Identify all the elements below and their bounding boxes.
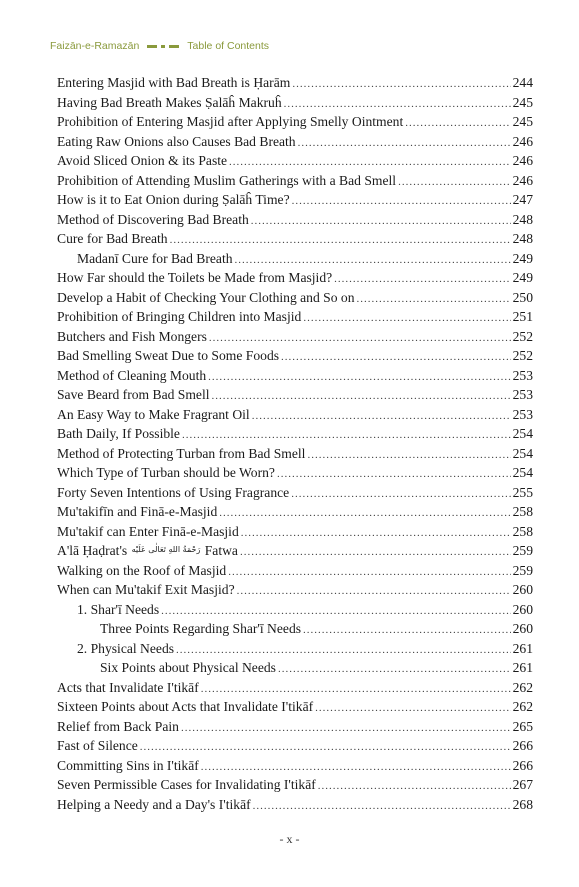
dot-leader (240, 546, 511, 558)
toc-entry-page: 245 (512, 114, 533, 129)
toc-entry-page: 254 (512, 445, 533, 461)
dot-leader (334, 273, 510, 285)
toc-entry[interactable] (57, 563, 533, 583)
toc-entry-page: 258 (512, 523, 533, 539)
dot-leader (237, 585, 511, 597)
dot-leader (292, 78, 510, 90)
dot-leader (398, 176, 511, 188)
toc-entry-title: Six Points about Physical Needs (100, 660, 276, 675)
toc-entry-page: 247 (512, 192, 533, 207)
toc-entry-title: Butchers and Fish Mongers (57, 328, 207, 344)
toc-entry[interactable] (57, 543, 533, 563)
toc-entry-page: 246 (512, 133, 533, 149)
toc-entry-page: 250 (512, 289, 533, 305)
dot-leader (253, 800, 511, 812)
toc-entry-title: Forty Seven Intentions of Using Fragrance (57, 484, 290, 500)
dot-leader (241, 527, 511, 539)
toc-entry-page: 249 (512, 250, 533, 266)
toc-entry-title: Sixteen Points about Acts that Invalidate I'tikāf (57, 699, 314, 714)
dot-leader (315, 702, 510, 714)
toc-entry-page: 267 (512, 777, 533, 792)
toc-entry[interactable] (57, 309, 533, 329)
toc-entry-title: A'lā Ḥaḍrat's $^{رَحْمَةُ اللهِ تَعَالٰی عَلَیْه}$ Fatwa (57, 543, 238, 558)
toc-entry[interactable] (57, 231, 533, 251)
toc-entry-title: Method of Cleaning Mouth (57, 367, 207, 383)
toc-entry-title: 1. Shar'ī Needs (77, 601, 160, 617)
toc-entry[interactable] (57, 738, 533, 758)
dot-leader (292, 195, 511, 207)
toc-entry-title: Mu'takifīn and Finā-e-Masjid (57, 504, 218, 519)
toc-entry-title: Avoid Sliced Onion & its Paste (57, 153, 228, 168)
dot-leader (281, 351, 511, 363)
dot-leader (318, 780, 511, 792)
toc-entry[interactable] (57, 153, 533, 173)
toc-entry-title: Relief from Back Pain (57, 718, 179, 734)
toc-entry[interactable] (57, 680, 533, 700)
toc-entry-page: 258 (512, 504, 533, 519)
toc-entry[interactable] (57, 75, 533, 95)
toc-entry[interactable] (57, 212, 533, 232)
toc-entry-page: 252 (512, 328, 533, 344)
toc-entry[interactable] (57, 485, 533, 505)
toc-entry-title: When can Mu'takif Exit Masjid? (57, 582, 235, 597)
toc-entry-page: 260 (512, 582, 533, 597)
toc-entry-page: 268 (512, 796, 533, 812)
dot-leader (284, 98, 511, 110)
toc-entry-title: Walking on the Roof of Masjid (57, 562, 227, 578)
toc-entry[interactable] (57, 699, 533, 719)
toc-entry[interactable] (57, 348, 533, 368)
dot-leader (291, 488, 510, 500)
section-title: Table of Contents (187, 40, 270, 52)
dot-leader (181, 722, 511, 734)
toc-entry-page: 259 (512, 562, 533, 578)
toc-entry-page: 248 (512, 211, 533, 227)
dot-leader (182, 429, 511, 441)
toc-entry-title: Bad Smelling Sweat Due to Some Foods (57, 348, 280, 363)
toc-entry-page: 246 (512, 172, 533, 188)
toc-entry-title: Fast of Silence (57, 738, 138, 753)
dot-leader (229, 156, 511, 168)
toc-entry-page: 254 (512, 426, 533, 441)
dot-leader (307, 449, 510, 461)
toc-entry-page: 251 (512, 309, 533, 324)
toc-entry-title: Prohibition of Attending Muslim Gatherings with a Bad Smell (57, 172, 397, 188)
book-title: Faizān-e-Ramazān (50, 40, 140, 52)
dot-leader (277, 468, 511, 480)
toc-entry-title: Seven Permissible Cases for Invalidating I'tikāf (57, 777, 316, 792)
toc-entry[interactable] (57, 270, 533, 290)
dot-leader (161, 605, 511, 617)
toc-entry-page: 259 (512, 543, 533, 558)
toc-entry-page: 246 (512, 153, 533, 168)
toc-entry[interactable] (57, 758, 533, 778)
toc-entry[interactable] (57, 719, 533, 739)
dot-leader (252, 410, 511, 422)
dot-leader (201, 761, 511, 773)
toc-entry-title: Madanī Cure for Bad Breath (77, 250, 233, 266)
toc-entry-page: 254 (512, 465, 533, 480)
toc-entry[interactable] (57, 797, 533, 817)
dot-leader (235, 254, 511, 266)
toc-entry-page: 255 (512, 484, 533, 500)
dot-leader (208, 371, 510, 383)
toc-entry-page: 248 (512, 231, 533, 246)
toc-entry[interactable] (57, 524, 533, 544)
toc-entry-title: Develop a Habit of Checking Your Clothing and So on (57, 289, 355, 305)
toc-entry-page: 253 (512, 367, 533, 383)
honorific-arabic: رَحْمَةُ اللهِ تَعَالٰی عَلَیْه (131, 545, 201, 554)
header-separator-ornament (147, 45, 179, 48)
toc-entry[interactable] (57, 426, 533, 446)
toc-entry-title: Three Points Regarding Shar'ī Needs (100, 621, 302, 636)
toc-entry-title: Method of Protecting Turban from Bad Smell (57, 445, 306, 461)
dot-leader (201, 683, 511, 695)
toc-entry[interactable] (57, 465, 533, 485)
toc-entry-title: Helping a Needy and a Day's I'tikāf (57, 796, 251, 812)
toc-entry-title: Acts that Invalidate I'tikāf (57, 679, 199, 695)
toc-entry-title: Entering Masjid with Bad Breath is Ḥarām (57, 75, 291, 90)
toc-entry[interactable] (57, 641, 533, 661)
toc-entry-title: Which Type of Turban should be Worn? (57, 465, 275, 480)
dot-leader (303, 624, 511, 636)
dot-leader (170, 234, 511, 246)
toc-entry-page: 262 (512, 679, 533, 695)
toc-entry[interactable] (57, 621, 533, 641)
dot-leader (278, 663, 511, 675)
dot-leader (298, 137, 511, 149)
toc-entry-title: 2. Physical Needs (77, 640, 175, 656)
toc-entry-title: How Far should the Toilets be Made from Masjid? (57, 270, 333, 285)
toc-entry[interactable] (57, 446, 533, 466)
toc-entry-title: Mu'takif can Enter Finā-e-Masjid (57, 523, 239, 539)
toc-entry-page: 249 (512, 270, 533, 285)
dot-leader (405, 117, 510, 129)
dot-leader (212, 390, 511, 402)
dot-leader (209, 332, 511, 344)
toc-entry-title: Cure for Bad Breath (57, 231, 168, 246)
toc-entry-title: Prohibition of Entering Masjid after Applying Smelly Ointment (57, 114, 404, 129)
toc-entry-page: 266 (512, 757, 533, 773)
toc-entry-title: Bath Daily, If Possible (57, 426, 180, 441)
toc-entry[interactable] (57, 582, 533, 602)
dot-leader (219, 507, 510, 519)
dot-leader (251, 215, 511, 227)
toc-entry[interactable] (57, 387, 533, 407)
toc-entry-title: Having Bad Breath Makes Ṣalāĥ Makruĥ (57, 94, 282, 110)
toc-entry-title: Save Beard from Bad Smell (57, 387, 210, 402)
toc-entry-page: 253 (512, 387, 533, 402)
toc-entry-page: 262 (512, 699, 533, 714)
toc-entry[interactable] (57, 95, 533, 115)
toc-entry-page: 260 (512, 601, 533, 617)
dot-leader (176, 644, 511, 656)
toc-entry[interactable] (57, 602, 533, 622)
dot-leader (357, 293, 511, 305)
toc-entry[interactable] (57, 329, 533, 349)
toc-entry[interactable] (57, 777, 533, 797)
toc-entry[interactable] (57, 407, 533, 427)
toc-entry-page: 245 (512, 94, 533, 110)
toc-entry-page: 253 (512, 406, 533, 422)
dot-leader (228, 566, 510, 578)
toc-entry[interactable] (57, 173, 533, 193)
toc-entry[interactable] (57, 114, 533, 134)
toc-entry[interactable] (57, 290, 533, 310)
toc-entry[interactable] (57, 504, 533, 524)
toc-entry[interactable] (57, 251, 533, 271)
toc-entry-page: 244 (512, 75, 533, 90)
dot-leader (303, 312, 510, 324)
toc-entry-title: Eating Raw Onions also Causes Bad Breath (57, 133, 296, 149)
running-head (50, 38, 269, 54)
dot-leader (140, 741, 511, 753)
toc-entry-page: 260 (512, 621, 533, 636)
toc-entry[interactable] (57, 134, 533, 154)
page-number: - x - (279, 832, 300, 846)
toc-entry-page: 265 (512, 718, 533, 734)
toc-entry-page: 261 (512, 660, 533, 675)
toc-entry-title: Prohibition of Bringing Children into Masjid (57, 309, 302, 324)
toc-entry-title: An Easy Way to Make Fragrant Oil (57, 406, 250, 422)
toc-entry-page: 266 (512, 738, 533, 753)
table-of-contents (57, 75, 533, 816)
toc-entry-page: 252 (512, 348, 533, 363)
toc-entry[interactable] (57, 368, 533, 388)
toc-entry[interactable] (57, 660, 533, 680)
toc-entry-title: How is it to Eat Onion during Ṣalāĥ Time? (57, 192, 290, 207)
toc-entry[interactable] (57, 192, 533, 212)
toc-entry-title: Method of Discovering Bad Breath (57, 211, 249, 227)
toc-entry-page: 261 (512, 640, 533, 656)
toc-entry-title: Committing Sins in I'tikāf (57, 757, 199, 773)
